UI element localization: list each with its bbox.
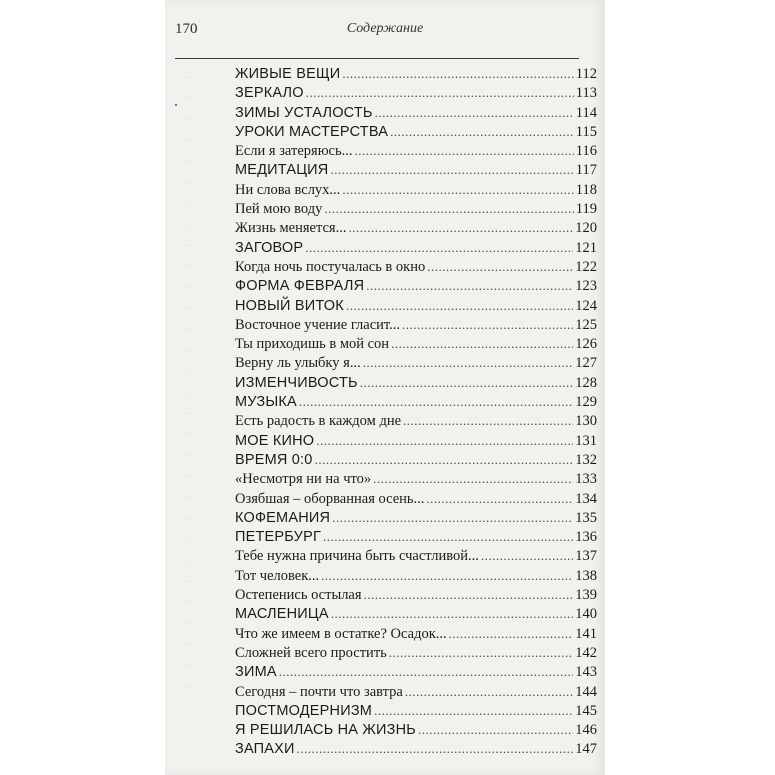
- toc-entry-title: ЖИВЫЕ ВЕЩИ: [235, 66, 341, 82]
- toc-entry-title: Пей мою воду: [235, 201, 323, 218]
- toc-entry: [235, 508, 597, 527]
- dot-leader: [360, 373, 574, 392]
- toc-entry: [235, 315, 597, 334]
- toc-entry: [235, 411, 597, 430]
- toc-entry-title: Озябшая – оборванная осень...: [235, 490, 425, 507]
- toc-entry-title: ПЕТЕРБУРГ: [235, 529, 322, 546]
- bleed-through-glyph: ·: [187, 469, 192, 485]
- table-of-contents: [235, 64, 597, 759]
- toc-entry-title: УРОКИ МАСТЕРСТВА: [235, 123, 389, 140]
- dot-leader: [332, 508, 573, 527]
- toc-entry: [235, 469, 597, 488]
- dot-leader: [402, 315, 573, 334]
- toc-entry: [235, 701, 597, 720]
- toc-entry: [235, 238, 597, 257]
- toc-entry-page-number: 147: [575, 741, 597, 758]
- dot-leader: [364, 585, 574, 604]
- bleed-through-glyph: ·: [187, 427, 192, 443]
- toc-entry: [235, 64, 597, 83]
- dot-leader: [390, 122, 574, 141]
- toc-entry-page-number: 142: [575, 644, 597, 661]
- print-speck: [175, 104, 177, 106]
- toc-entry-page-number: 140: [575, 606, 597, 623]
- toc-entry-title: Что же имеем в остатке? Осадок...: [235, 625, 447, 642]
- toc-entry: [235, 624, 597, 643]
- toc-entry-page-number: 126: [575, 336, 597, 353]
- toc-entry-title: ПОСТМОДЕРНИЗМ: [235, 702, 373, 719]
- dot-leader: [391, 334, 573, 353]
- bleed-through-glyph: ·: [187, 259, 192, 275]
- toc-entry: [235, 199, 597, 218]
- toc-entry-page-number: 141: [575, 625, 597, 642]
- toc-entry-page-number: 132: [575, 451, 597, 468]
- toc-entry-page-number: 125: [575, 316, 597, 333]
- dot-leader: [363, 353, 574, 372]
- toc-entry-page-number: 133: [575, 471, 597, 488]
- bleed-through-glyph: ·: [187, 112, 192, 128]
- toc-entry: [235, 218, 597, 237]
- bleed-through-glyph: ·: [187, 217, 192, 233]
- toc-entry: [235, 585, 597, 604]
- bleed-through-glyph: ·: [187, 154, 192, 170]
- toc-entry-page-number: 122: [575, 258, 597, 275]
- bleed-through-glyph: ·: [187, 448, 192, 464]
- toc-entry: [235, 257, 597, 276]
- toc-entry: [235, 83, 597, 102]
- bleed-through-glyph: ·: [187, 490, 192, 506]
- bleed-through-glyph: ·: [187, 637, 192, 653]
- dot-leader: [321, 566, 573, 585]
- dot-leader: [316, 431, 573, 450]
- toc-entry-title: Если я затеряюсь...: [235, 143, 353, 160]
- toc-entry: [235, 141, 597, 160]
- dot-leader: [427, 257, 573, 276]
- toc-entry-page-number: 119: [575, 201, 597, 218]
- toc-entry-title: Ни слова вслух...: [235, 181, 341, 198]
- dot-leader: [366, 276, 573, 295]
- toc-entry-title: МУЗЫКА: [235, 394, 297, 411]
- toc-entry-title: Когда ночь постучалась в окно: [235, 258, 426, 275]
- toc-entry-title: Сегодня – почти что завтра: [235, 683, 403, 700]
- toc-entry-title: Сложней всего простить: [235, 644, 387, 661]
- toc-entry-page-number: 113: [575, 85, 597, 102]
- toc-entry-page-number: 124: [575, 297, 597, 314]
- toc-entry: [235, 160, 597, 179]
- toc-entry: [235, 527, 597, 546]
- toc-entry: [235, 334, 597, 353]
- dot-leader: [348, 218, 573, 237]
- toc-entry-title: Тот человек...: [235, 567, 320, 584]
- bleed-through-glyph: ·: [187, 532, 192, 548]
- toc-entry: [235, 353, 597, 372]
- toc-entry-title: МЕДИТАЦИЯ: [235, 162, 329, 179]
- dot-leader: [299, 392, 573, 411]
- toc-entry-page-number: 146: [575, 722, 597, 739]
- toc-entry-title: ЗАПАХИ: [235, 741, 295, 758]
- dot-leader: [426, 489, 573, 508]
- page-number: 170: [175, 21, 198, 37]
- dot-leader: [297, 739, 574, 758]
- toc-entry-title: Жизнь меняется...: [235, 220, 347, 237]
- toc-entry-page-number: 128: [575, 374, 597, 391]
- bleed-through-glyph: ·: [187, 511, 192, 527]
- bleed-through-glyph: ·: [187, 196, 192, 212]
- toc-entry: [235, 392, 597, 411]
- toc-entry: [235, 566, 597, 585]
- dot-leader: [331, 604, 574, 623]
- toc-entry-title: ФОРМА ФЕВРАЛЯ: [235, 278, 365, 295]
- toc-entry-page-number: 112: [575, 66, 597, 82]
- dot-leader: [346, 296, 573, 315]
- toc-entry-page-number: 120: [575, 220, 597, 237]
- toc-entry-page-number: 138: [575, 567, 597, 584]
- toc-entry: [235, 682, 597, 701]
- bleed-through-glyph: ·: [187, 616, 192, 632]
- bleed-through-glyph: ·: [187, 343, 192, 359]
- toc-entry: [235, 643, 597, 662]
- toc-entry-page-number: 145: [575, 702, 597, 719]
- toc-entry-page-number: 114: [575, 104, 597, 121]
- toc-entry: [235, 489, 597, 508]
- dot-leader: [405, 682, 573, 701]
- toc-entry: [235, 180, 597, 199]
- bleed-through-glyph: ·: [187, 133, 192, 149]
- running-title: Содержание: [346, 21, 424, 36]
- toc-entry: [235, 373, 597, 392]
- toc-entry-title: ВРЕМЯ 0:0: [235, 451, 313, 468]
- toc-entry: [235, 431, 597, 450]
- toc-entry-title: ЗЕРКАЛО: [235, 85, 304, 102]
- dot-leader: [449, 624, 574, 643]
- toc-entry: [235, 450, 597, 469]
- bleed-through-glyph: ·: [187, 595, 192, 611]
- toc-entry: [235, 604, 597, 623]
- bleed-through-glyph: ·: [187, 70, 192, 86]
- toc-entry-page-number: 121: [575, 239, 597, 256]
- dot-leader: [418, 720, 573, 739]
- bleed-through-glyph: ·: [187, 91, 192, 107]
- toc-entry: [235, 662, 597, 681]
- toc-entry-page-number: 134: [575, 490, 597, 507]
- toc-entry-title: ИЗМЕНЧИВОСТЬ: [235, 374, 358, 391]
- toc-entry-page-number: 123: [575, 278, 597, 295]
- dot-leader: [403, 411, 573, 430]
- toc-entry-title: МОЕ КИНО: [235, 432, 315, 449]
- header-rule: [175, 58, 579, 59]
- bleed-through-glyph: ·: [187, 658, 192, 674]
- page-header: [165, 18, 605, 44]
- toc-entry: [235, 276, 597, 295]
- toc-entry: [235, 296, 597, 315]
- toc-entry-title: ЗАГОВОР: [235, 239, 304, 256]
- bleed-through-glyph: ·: [187, 385, 192, 401]
- bleed-through-glyph: ·: [187, 301, 192, 317]
- toc-entry-page-number: 131: [575, 432, 597, 449]
- toc-entry: [235, 103, 597, 122]
- toc-entry-title: Верну ль улыбку я...: [235, 355, 361, 372]
- toc-entry-title: ЗИМА: [235, 664, 277, 681]
- toc-entry-page-number: 144: [575, 683, 597, 700]
- dot-leader: [389, 643, 573, 662]
- dot-leader: [354, 141, 573, 160]
- toc-entry-page-number: 115: [575, 123, 597, 140]
- bleed-through-glyph: ·: [187, 364, 192, 380]
- toc-entry-page-number: 135: [575, 509, 597, 526]
- dot-leader: [306, 83, 574, 102]
- dot-leader: [324, 199, 573, 218]
- toc-entry-page-number: 117: [575, 162, 597, 179]
- toc-entry-page-number: 116: [575, 143, 597, 160]
- toc-entry-page-number: 130: [575, 413, 597, 430]
- book-page: [165, 0, 605, 775]
- toc-entry-title: КОФЕМАНИЯ: [235, 509, 331, 526]
- toc-entry-title: Тебе нужна причина быть счастливой...: [235, 548, 479, 565]
- toc-entry: [235, 122, 597, 141]
- toc-entry-page-number: 127: [575, 355, 597, 372]
- dot-leader: [342, 180, 573, 199]
- toc-entry-page-number: 118: [575, 181, 597, 198]
- dot-leader: [481, 546, 573, 565]
- bleed-through-glyph: ·: [187, 406, 192, 422]
- toc-entry-title: Остепенись остылая: [235, 587, 362, 604]
- toc-entry: [235, 739, 597, 758]
- dot-leader: [373, 469, 573, 488]
- bleed-through-glyph: ·: [187, 574, 192, 590]
- toc-entry: [235, 546, 597, 565]
- toc-entry-title: «Несмотря ни на что»: [235, 471, 372, 488]
- toc-entry-title: МАСЛЕНИЦА: [235, 606, 329, 623]
- dot-leader: [375, 103, 574, 122]
- toc-entry: [235, 720, 597, 739]
- bleed-through-glyph: ·: [187, 322, 192, 338]
- toc-entry-title: ЗИМЫ УСТАЛОСТЬ: [235, 104, 373, 121]
- bleed-through-glyph: ·: [187, 280, 192, 296]
- dot-leader: [315, 450, 574, 469]
- dot-leader: [305, 238, 573, 257]
- toc-entry-title: Восточное учение гласит...: [235, 316, 401, 333]
- bleed-through-glyph: ·: [187, 175, 192, 191]
- bleed-through-glyph: ·: [187, 238, 192, 254]
- toc-entry-title: Есть радость в каждом дне: [235, 413, 402, 430]
- toc-entry-title: НОВЫЙ ВИТОК: [235, 297, 344, 314]
- toc-entry-title: Ты приходишь в мой сон: [235, 336, 390, 353]
- bleed-through-text: [165, 0, 225, 775]
- dot-leader: [342, 64, 573, 83]
- toc-entry-page-number: 139: [575, 587, 597, 604]
- dot-leader: [374, 701, 573, 720]
- dot-leader: [279, 662, 574, 681]
- toc-entry-page-number: 137: [575, 548, 597, 565]
- toc-entry-page-number: 136: [575, 529, 597, 546]
- dot-leader: [323, 527, 573, 546]
- toc-entry-page-number: 143: [575, 664, 597, 681]
- bleed-through-glyph: ·: [187, 679, 192, 695]
- toc-entry-page-number: 129: [575, 394, 597, 411]
- dot-leader: [330, 160, 573, 179]
- toc-entry-title: Я РЕШИЛАСЬ НА ЖИЗНЬ: [235, 722, 416, 739]
- bleed-through-glyph: ·: [187, 553, 192, 569]
